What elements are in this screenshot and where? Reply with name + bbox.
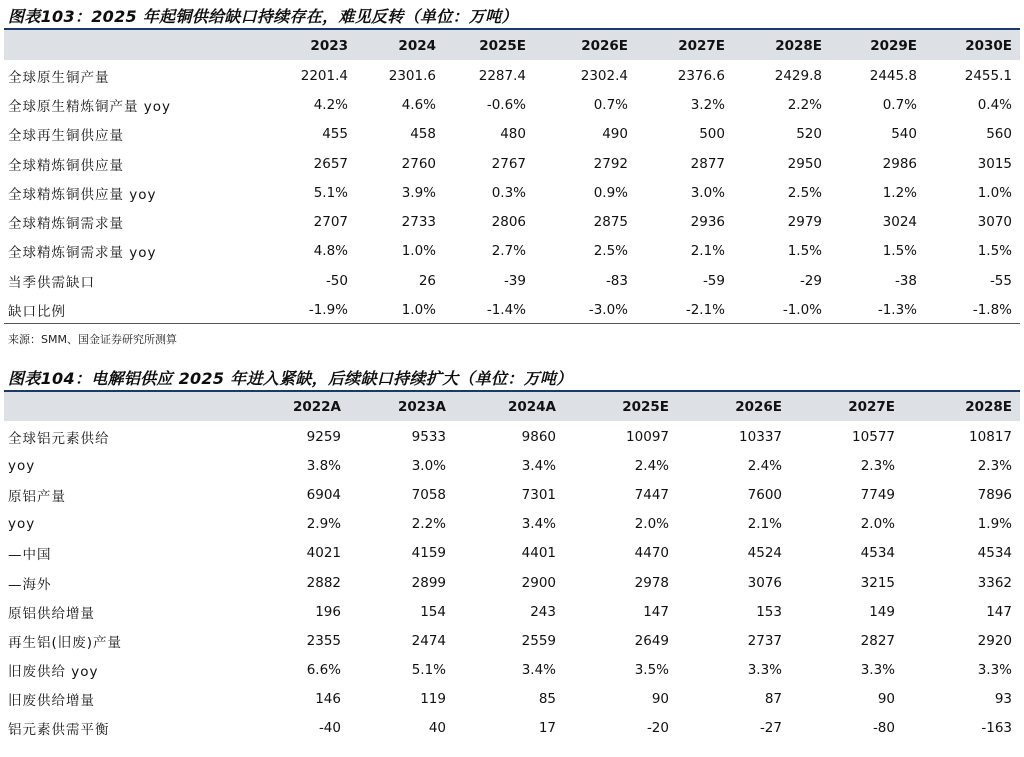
row-label: 全球铝元素供给 [8, 430, 110, 447]
row-label: 全球再生铜供应量 [8, 128, 124, 145]
column-header: 2030E [965, 37, 1012, 54]
column-header: 2028E [965, 399, 1012, 415]
table-cell: 10097 [626, 428, 669, 445]
table-cell: 0.4% [977, 96, 1012, 113]
table-cell: 2.0% [860, 516, 895, 533]
table2-header-row [4, 392, 1020, 422]
table-cell: -1.0% [782, 302, 822, 319]
table1-bottom-rule [4, 323, 1020, 324]
table-cell: 90 [651, 691, 669, 708]
table-cell: -1.8% [972, 302, 1012, 319]
column-header: 2026E [581, 37, 628, 54]
table-cell: 2474 [411, 632, 446, 649]
table-cell: 10817 [969, 428, 1012, 445]
table-cell: -29 [799, 272, 822, 289]
table-cell: 1.2% [882, 184, 917, 201]
table-cell: 3.0% [411, 457, 446, 474]
table-cell: 7058 [411, 486, 446, 503]
table-cell: 147 [643, 603, 669, 620]
table-cell: 2455.1 [964, 67, 1012, 84]
table-row [4, 597, 1020, 626]
column-header-label [4, 30, 236, 61]
row-label: yoy [8, 457, 36, 474]
table-cell: 3.3% [860, 662, 895, 679]
table-cell: 490 [602, 126, 628, 143]
column-header: 2027E [678, 37, 725, 54]
table-cell: 2.1% [690, 243, 725, 260]
table-cell: 243 [530, 603, 556, 620]
table-row [4, 207, 1020, 236]
table-cell: 3.2% [690, 96, 725, 113]
table-cell: 2.5% [787, 184, 822, 201]
table-cell: 9533 [411, 428, 446, 445]
table-cell: 0.7% [593, 96, 628, 113]
table-cell: -27 [759, 720, 782, 737]
row-label: 全球原生铜产量 [8, 69, 110, 86]
row-label: 全球精炼铜需求量 [8, 216, 124, 233]
table-cell: 6904 [306, 486, 341, 503]
table-cell: -40 [318, 720, 341, 737]
table-cell: 2920 [977, 632, 1012, 649]
table-cell: 2301.6 [388, 67, 436, 84]
table-cell: 2376.6 [677, 67, 725, 84]
row-label: —海外 [8, 576, 52, 593]
table-cell: -1.4% [486, 302, 526, 319]
row-label: 原铝供给增量 [8, 605, 95, 622]
row-label: 旧废供给 yoy [8, 664, 99, 681]
row-label: yoy [8, 516, 36, 533]
table-cell: 9259 [306, 428, 341, 445]
table-cell: 2900 [521, 574, 556, 591]
table-row [4, 568, 1020, 597]
table-cell: 4.6% [401, 96, 436, 113]
table-cell: 4021 [306, 545, 341, 562]
table-row [4, 510, 1020, 539]
table-cell: 3.0% [690, 184, 725, 201]
table-row [4, 685, 1020, 714]
table-cell: 4534 [977, 545, 1012, 562]
column-header: 2023 [310, 37, 348, 54]
table-cell: 2936 [690, 214, 725, 231]
table-cell: 2445.8 [869, 67, 917, 84]
table-cell: 7447 [634, 486, 669, 503]
row-label: 全球精炼铜供应量 yoy [8, 186, 157, 203]
column-header: 2023A [397, 399, 446, 415]
table-cell: 2978 [634, 574, 669, 591]
column-header: 2024 [398, 37, 436, 54]
table-cell: 1.5% [787, 243, 822, 260]
table-cell: 3024 [882, 214, 917, 231]
table-cell: -1.9% [308, 302, 348, 319]
table-cell: 26 [418, 272, 436, 289]
row-label: 旧废供给增量 [8, 693, 95, 710]
row-label: 缺口比例 [8, 304, 66, 321]
table-cell: 146 [315, 691, 341, 708]
table-cell: -50 [325, 272, 348, 289]
table-cell: 2355 [306, 632, 341, 649]
table-cell: -55 [989, 272, 1012, 289]
table-cell: 5.1% [313, 184, 348, 201]
table-cell: 17 [538, 720, 556, 737]
column-header: 2025E [622, 399, 669, 415]
table-cell: 2875 [593, 214, 628, 231]
column-header: 2025E [479, 37, 526, 54]
table-cell: 2767 [491, 155, 526, 172]
column-header: 2028E [775, 37, 822, 54]
table-cell: 2733 [401, 214, 436, 231]
column-header: 2027E [848, 399, 895, 415]
table-row [4, 626, 1020, 655]
table-cell: 480 [500, 126, 526, 143]
table-cell: 2649 [634, 632, 669, 649]
table-cell: 4534 [860, 545, 895, 562]
table-cell: -0.6% [486, 96, 526, 113]
table-cell: 93 [994, 691, 1012, 708]
table-row [4, 422, 1020, 451]
table-cell: 9860 [521, 428, 556, 445]
table-cell: -1.3% [877, 302, 917, 319]
table-cell: 455 [322, 126, 348, 143]
table-cell: -83 [605, 272, 628, 289]
table-cell: 10337 [739, 428, 782, 445]
copper-supply-table [4, 30, 1020, 325]
row-label: 当季供需缺口 [8, 274, 95, 291]
table-cell: 2287.4 [478, 67, 526, 84]
table-cell: 2806 [491, 214, 526, 231]
table-cell: 4401 [521, 545, 556, 562]
column-header: 2022A [292, 399, 341, 415]
table-cell: 2.4% [634, 457, 669, 474]
table-cell: 3215 [860, 574, 895, 591]
table-cell: 2201.4 [300, 67, 348, 84]
table-cell: 2.2% [411, 516, 446, 533]
table-cell: 2950 [787, 155, 822, 172]
table-cell: -59 [702, 272, 725, 289]
column-header-label [4, 392, 244, 422]
table2-title: 图表104：电解铝供应 2025 年进入紧缺，后续缺口持续扩大（单位：万吨） [8, 369, 573, 388]
table-cell: 3.4% [521, 662, 556, 679]
table-cell: 1.9% [977, 516, 1012, 533]
table-cell: 3015 [977, 155, 1012, 172]
table-cell: 3.9% [401, 184, 436, 201]
table-cell: 2.4% [747, 457, 782, 474]
table-cell: 10577 [852, 428, 895, 445]
table-row [4, 451, 1020, 480]
table-row [4, 178, 1020, 207]
table-cell: 7600 [747, 486, 782, 503]
table-cell: 500 [699, 126, 725, 143]
table-cell: 3.4% [521, 516, 556, 533]
table-cell: 3.8% [306, 457, 341, 474]
table-cell: 1.5% [977, 243, 1012, 260]
table-row [4, 480, 1020, 509]
table-cell: 2877 [690, 155, 725, 172]
table-cell: 3362 [977, 574, 1012, 591]
table-cell: 6.6% [306, 662, 341, 679]
table-cell: 1.5% [882, 243, 917, 260]
table-cell: 2302.4 [580, 67, 628, 84]
table-cell: 2.0% [634, 516, 669, 533]
table-cell: 3070 [977, 214, 1012, 231]
table-cell: 2657 [313, 155, 348, 172]
table-cell: -80 [872, 720, 895, 737]
table-cell: 2792 [593, 155, 628, 172]
table-cell: 1.0% [977, 184, 1012, 201]
table-cell: 153 [756, 603, 782, 620]
table-cell: 2.1% [747, 516, 782, 533]
table-cell: 4159 [411, 545, 446, 562]
table-cell: 2.3% [860, 457, 895, 474]
table-row [4, 656, 1020, 685]
table-cell: 1.0% [401, 243, 436, 260]
table-cell: -163 [981, 720, 1012, 737]
table-cell: 147 [986, 603, 1012, 620]
table-cell: 1.0% [401, 302, 436, 319]
table-cell: -20 [646, 720, 669, 737]
table-cell: 2986 [882, 155, 917, 172]
table-cell: 3076 [747, 574, 782, 591]
table1-title: 图表103：2025 年起铜供给缺口持续存在，难见反转（单位：万吨） [8, 7, 518, 26]
table-cell: 87 [764, 691, 782, 708]
table-row [4, 539, 1020, 568]
table-cell: 2429.8 [774, 67, 822, 84]
table-cell: 0.9% [593, 184, 628, 201]
table-cell: -2.1% [685, 302, 725, 319]
table-row [4, 90, 1020, 119]
table-cell: 3.4% [521, 457, 556, 474]
table-cell: 2760 [401, 155, 436, 172]
table-cell: -39 [503, 272, 526, 289]
row-label: 再生铝(旧废)产量 [8, 634, 123, 651]
table-cell: 5.1% [411, 662, 446, 679]
table-cell: 2737 [747, 632, 782, 649]
table-cell: 154 [420, 603, 446, 620]
aluminum-supply-table [4, 392, 1020, 743]
table-row [4, 237, 1020, 266]
table-row [4, 149, 1020, 178]
table-cell: 4470 [634, 545, 669, 562]
table-cell: 2559 [521, 632, 556, 649]
table-cell: 85 [538, 691, 556, 708]
row-label: 铝元素供需平衡 [8, 722, 110, 739]
row-label: 原铝产量 [8, 488, 66, 505]
table-cell: 90 [877, 691, 895, 708]
table-row [4, 266, 1020, 295]
row-label: 全球精炼铜需求量 yoy [8, 245, 157, 262]
table-cell: 0.3% [491, 184, 526, 201]
column-header: 2024A [507, 399, 556, 415]
table-cell: 2979 [787, 214, 822, 231]
table-cell: 149 [869, 603, 895, 620]
table-cell: 3.5% [634, 662, 669, 679]
table-cell: 2707 [313, 214, 348, 231]
table-row [4, 714, 1020, 743]
table-cell: 2.9% [306, 516, 341, 533]
row-label: —中国 [8, 547, 52, 564]
table-cell: 2.2% [787, 96, 822, 113]
table-cell: 119 [420, 691, 446, 708]
column-header: 2029E [870, 37, 917, 54]
table-cell: 196 [315, 603, 341, 620]
table-cell: 540 [891, 126, 917, 143]
table-cell: 2.7% [491, 243, 526, 260]
table-row [4, 295, 1020, 324]
row-label: 全球原生精炼铜产量 yoy [8, 98, 172, 115]
column-header: 2026E [735, 399, 782, 415]
table-cell: 7301 [521, 486, 556, 503]
table-cell: 3.3% [977, 662, 1012, 679]
table-row [4, 61, 1020, 90]
table-row [4, 120, 1020, 149]
row-label: 全球精炼铜供应量 [8, 157, 124, 174]
table-cell: 4.2% [313, 96, 348, 113]
table-cell: 3.3% [747, 662, 782, 679]
table-cell: -3.0% [588, 302, 628, 319]
table-cell: 2.3% [977, 457, 1012, 474]
table-cell: -38 [894, 272, 917, 289]
table1-source: 来源：SMM、国金证券研究所测算 [8, 333, 177, 346]
table-cell: 2899 [411, 574, 446, 591]
table-cell: 7896 [977, 486, 1012, 503]
table-cell: 2882 [306, 574, 341, 591]
table-cell: 7749 [860, 486, 895, 503]
table-cell: 2827 [860, 632, 895, 649]
table-cell: 2.5% [593, 243, 628, 260]
table-cell: 458 [410, 126, 436, 143]
table-cell: 4.8% [313, 243, 348, 260]
table-cell: 4524 [747, 545, 782, 562]
table-cell: 40 [428, 720, 446, 737]
table1-header-row [4, 30, 1020, 61]
table-cell: 520 [796, 126, 822, 143]
table-cell: 560 [986, 126, 1012, 143]
table-cell: 0.7% [882, 96, 917, 113]
